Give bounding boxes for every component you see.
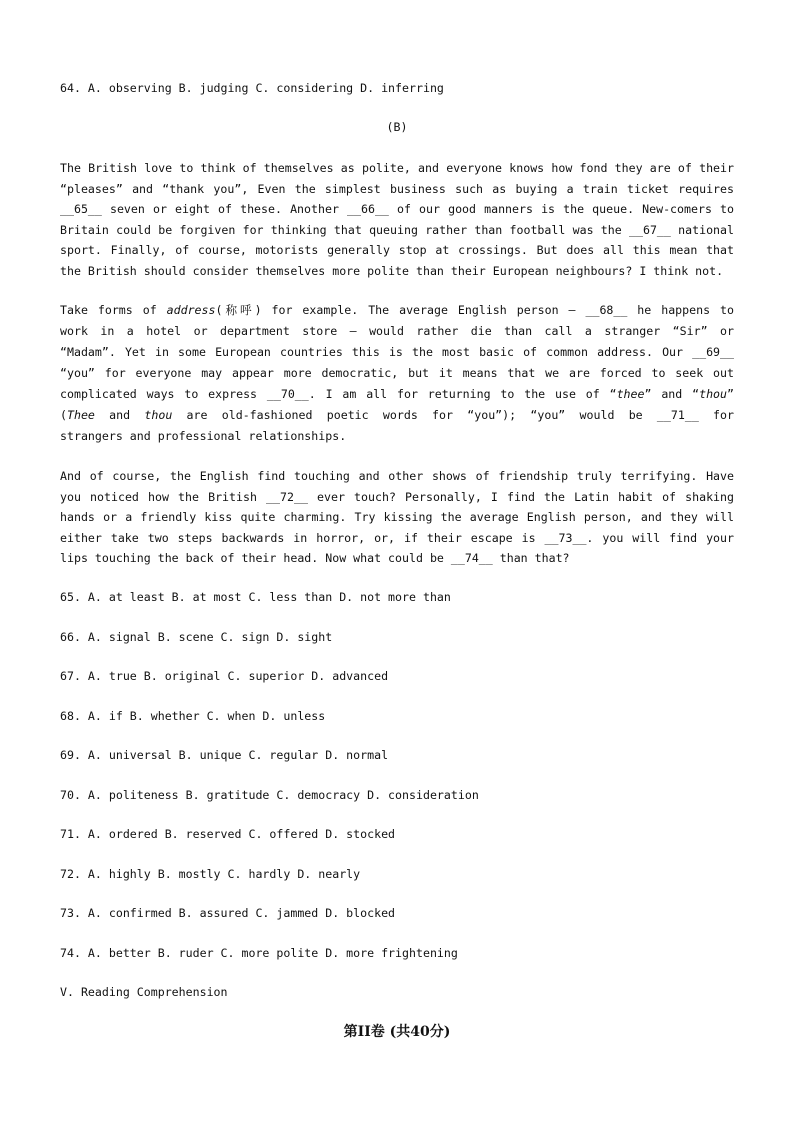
question-65: 65. A. at least B. at most C. less than D. not more than xyxy=(60,590,451,604)
paragraph-line: “Madam”. Yet in some European countries this is the most basic of common address. Our __69__ xyxy=(60,345,734,359)
paragraph-line: And of course, the English find touching and other shows of friendship truly terrifying. Have xyxy=(60,469,734,483)
text-run: ( xyxy=(60,408,67,422)
question-74: 74. A. better B. ruder C. more polite D. more frightening xyxy=(60,946,458,960)
passage-paragraph-2 xyxy=(60,300,734,447)
paragraph-line: either take two steps backwards in horror, or, if their escape is __73__. you will find your xyxy=(60,530,734,545)
italic-word: thee xyxy=(616,387,645,401)
paragraph-line: “you” for everyone may appear more democratic, but it means that we are forced to seek out xyxy=(60,366,734,380)
paragraph-line: sport. Finally, of course, motorists generally stop at crossings. But does all this mean that xyxy=(60,243,734,258)
question-68: 68. A. if B. whether C. when D. unless xyxy=(60,709,326,723)
italic-word: thou xyxy=(699,387,728,401)
paragraph-line: the British should consider themselves more polite than their European neighbours? I think not. xyxy=(60,263,724,278)
paragraph-line xyxy=(60,405,734,426)
question-66: 66. A. signal B. scene C. sign D. sight xyxy=(60,630,333,644)
paragraph-line: hands or a friendly kiss quite charming. Try kissing the average English person, and they will xyxy=(60,510,734,525)
text-run: ” and “ xyxy=(644,387,700,401)
paragraph-line: you noticed how the British __72__ ever touch? Personally, I find the Latin habit of shaking xyxy=(60,489,734,504)
paragraph-line: work in a hotel or department store — would rather die than call a stranger “Sir” or xyxy=(60,324,734,338)
paragraph-line: __65__ seven or eight of these. Another __66__ of our good manners is the queue. New-comers to xyxy=(60,202,734,217)
question-64: 64. A. observing B. judging C. considering D. inferring xyxy=(60,81,444,95)
section-b-heading: (B) xyxy=(386,120,408,134)
part-two-title: 第II卷 (共40分) xyxy=(343,1024,451,1040)
text-run: ” xyxy=(727,387,734,401)
italic-word: thou xyxy=(144,408,173,422)
question-70: 70. A. politeness B. gratitude C. democracy D. consideration xyxy=(60,788,479,802)
text-run: complicated ways to express __70__. I am all for returning to the use of “ xyxy=(60,387,617,401)
paragraph-line xyxy=(60,384,734,405)
passage-paragraph-1 xyxy=(60,158,734,282)
paragraph-line xyxy=(60,300,734,321)
question-67: 67. A. true B. original C. superior D. advanced xyxy=(60,669,389,683)
section-v-heading: V. Reading Comprehension xyxy=(60,985,228,999)
text-run: and xyxy=(94,408,145,422)
question-72: 72. A. highly B. mostly C. hardly D. nearly xyxy=(60,867,361,881)
italic-word: address xyxy=(166,303,216,317)
paragraph-line: lips touching the back of their head. Now what could be __74__ than that? xyxy=(60,551,570,566)
italic-word: Thee xyxy=(66,408,95,422)
question-71: 71. A. ordered B. reserved C. offered D. stocked xyxy=(60,827,396,841)
paragraph-line: “pleases” and “thank you”, Even the simplest business such as buying a train ticket requires xyxy=(60,181,734,196)
question-69: 69. A. universal B. unique C. regular D. normal xyxy=(60,748,389,762)
text-run: Take forms of xyxy=(60,303,167,317)
paragraph-line: The British love to think of themselves as polite, and everyone knows how fond they are of their xyxy=(60,161,734,175)
paragraph-line: Britain could be forgiven for thinking that queuing rather than football was the __67__ national xyxy=(60,222,734,237)
question-73: 73. A. confirmed B. assured C. jammed D. blocked xyxy=(60,906,396,920)
text-run: are old-fashioned poetic words for “you”); “you” would be __71__ for xyxy=(172,408,734,422)
passage-paragraph-3 xyxy=(60,466,734,569)
text-run: (称呼) for example. The average English person — __68__ he happens to xyxy=(215,303,734,317)
paragraph-line: strangers and professional relationships. xyxy=(60,429,347,443)
